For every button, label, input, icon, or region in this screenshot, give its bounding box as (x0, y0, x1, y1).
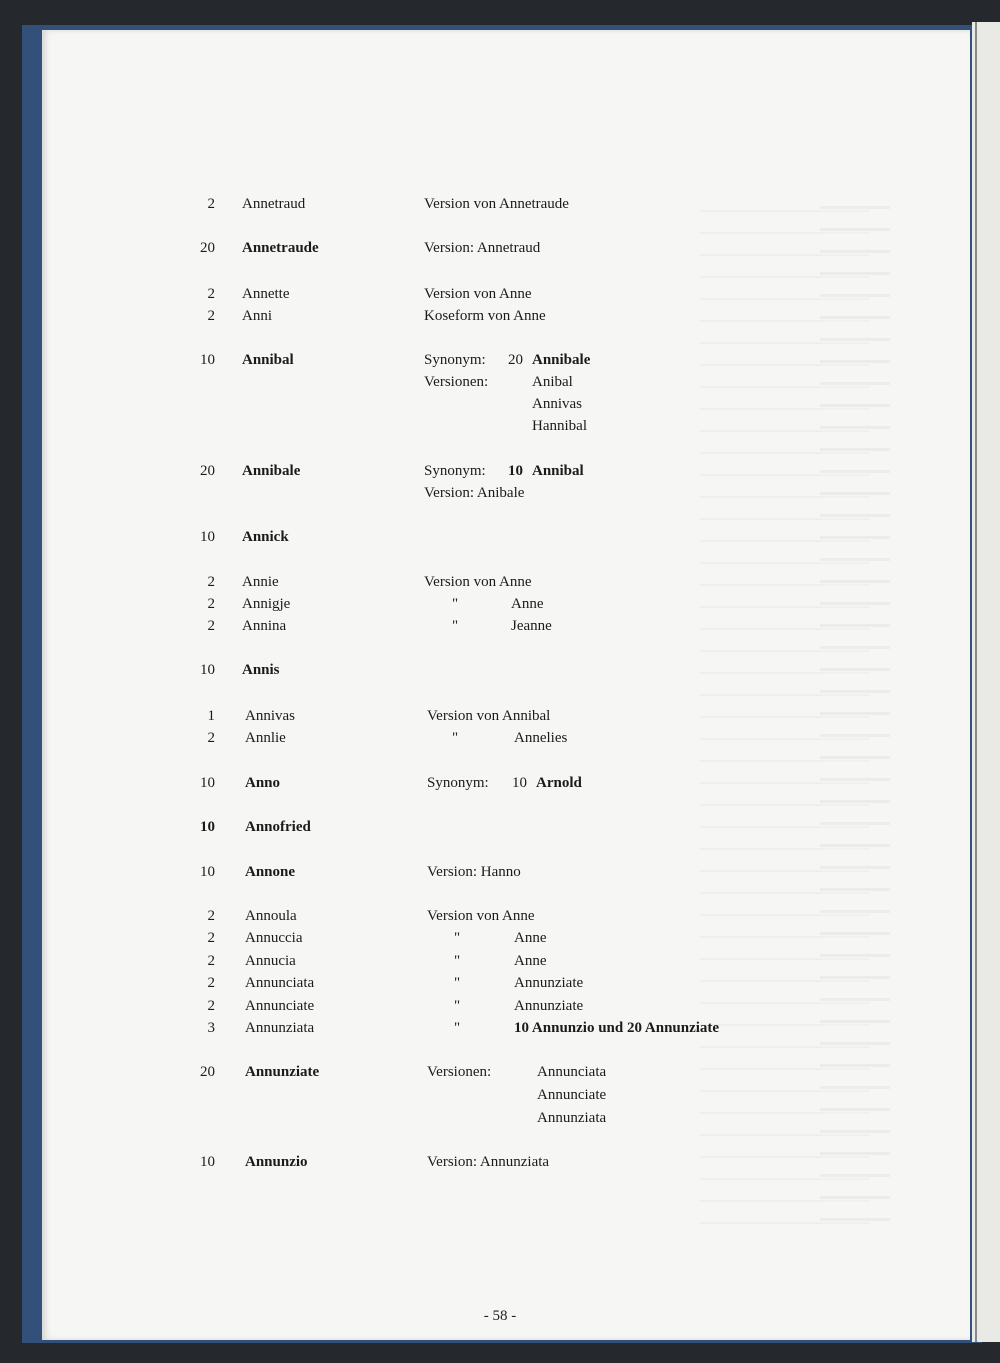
entry-row (0, 416, 1000, 438)
entry-note: Hannibal (532, 418, 587, 434)
entry-count: 10 (200, 529, 215, 545)
entry-count: 2 (207, 930, 215, 946)
entry-note: Annivas (532, 396, 582, 412)
entry-row (0, 1062, 1000, 1084)
entry-note: " (454, 998, 461, 1014)
entry-name: Annucia (245, 953, 296, 969)
entry-name: Annina (242, 618, 287, 634)
entry-count: 2 (207, 196, 215, 212)
entry-name: Annibal (242, 352, 294, 368)
entry-row (0, 594, 1000, 616)
entry-note: Version von Anne (424, 286, 532, 302)
entry-note: " (452, 730, 459, 746)
entry-row (0, 194, 1000, 216)
entry-row (0, 1152, 1000, 1174)
entry-row (0, 928, 1000, 950)
entry-count: 2 (207, 953, 215, 969)
entry-note: " (454, 975, 461, 991)
entry-count: 2 (207, 286, 215, 302)
entry-row (0, 1108, 1000, 1130)
entry-note: Annunciata (537, 1064, 607, 1080)
entry-row (0, 483, 1000, 505)
entry-note: Version: Hanno (427, 864, 521, 880)
entry-row (0, 1085, 1000, 1107)
entry-note: Annunciate (537, 1087, 607, 1103)
entry-name: Annunciata (245, 975, 315, 991)
entry-note: Jeanne (511, 618, 552, 634)
entry-name: Annigje (242, 596, 291, 612)
entry-name: Anno (245, 775, 281, 791)
entry-row (0, 616, 1000, 638)
entry-note: Anne (514, 953, 547, 969)
entry-count: 1 (207, 708, 215, 724)
entry-note: Version: Annunziata (427, 1154, 550, 1170)
entry-count: 10 (200, 1154, 215, 1170)
entry-note: Version von Anne (427, 908, 535, 924)
entry-note: Koseform von Anne (424, 308, 546, 324)
entry-count: 2 (207, 998, 215, 1014)
entry-name: Anni (242, 308, 272, 324)
entry-name: Annetraud (242, 196, 306, 212)
entry-row (0, 728, 1000, 750)
entry-name: Annunciate (245, 998, 315, 1014)
entry-count: 20 (200, 463, 215, 479)
entry-note: Annunziate (514, 975, 584, 991)
entry-row (0, 306, 1000, 328)
entry-count: 2 (207, 908, 215, 924)
entry-row (0, 284, 1000, 306)
entry-note: 20 (508, 352, 523, 368)
entry-row (0, 350, 1000, 372)
entry-name: Annetraude (242, 240, 319, 256)
entry-row (0, 973, 1000, 995)
entry-note: Annibale (532, 352, 591, 368)
entry-note: " (454, 1020, 461, 1036)
entry-count: 2 (207, 975, 215, 991)
entry-count: 20 (200, 240, 215, 256)
entry-count: 3 (207, 1020, 215, 1036)
entry-name: Annofried (245, 819, 311, 835)
entry-name: Annlie (245, 730, 286, 746)
entry-row (0, 527, 1000, 549)
entry-count: 10 (200, 864, 215, 880)
binding-line (975, 22, 977, 1342)
entry-note: 10 Annunzio und 20 Annunziate (514, 1020, 720, 1036)
entry-name: Annuccia (245, 930, 303, 946)
entry-row (0, 660, 1000, 682)
entry-name: Annick (242, 529, 289, 545)
entry-row (0, 461, 1000, 483)
entry-row (0, 1018, 1000, 1040)
entry-note: " (454, 930, 461, 946)
entry-name: Annivas (245, 708, 295, 724)
entry-row (0, 996, 1000, 1018)
entry-row (0, 572, 1000, 594)
entry-name: Annunziata (245, 1020, 315, 1036)
entry-row (0, 862, 1000, 884)
entry-count: 20 (200, 1064, 215, 1080)
entry-note: Annunziate (514, 998, 584, 1014)
entry-note: Synonym: (427, 775, 489, 791)
entry-note: Anne (511, 596, 544, 612)
entry-name: Annunzio (245, 1154, 308, 1170)
entry-row (0, 394, 1000, 416)
entry-note: " (454, 953, 461, 969)
entry-count: 10 (200, 775, 215, 791)
entry-note: Annibal (532, 463, 584, 479)
entry-note: " (452, 596, 459, 612)
entry-row (0, 817, 1000, 839)
entry-note: Anne (514, 930, 547, 946)
entry-name: Annibale (242, 463, 301, 479)
entry-note: Version: Annetraud (424, 240, 541, 256)
entry-note: Version von Annibal (427, 708, 551, 724)
entry-count: 10 (200, 819, 215, 835)
entry-count: 2 (207, 730, 215, 746)
entry-note: Versionen: (424, 374, 489, 390)
entry-count: 2 (207, 618, 215, 634)
entry-name: Annone (245, 864, 296, 880)
entry-note: Version von Anne (424, 574, 532, 590)
entry-note: Versionen: (427, 1064, 492, 1080)
entry-name: Annunziate (245, 1064, 320, 1080)
entry-note: Annelies (514, 730, 568, 746)
page-number: - 58 - (483, 1308, 517, 1324)
entry-row (0, 238, 1000, 260)
entry-count: 10 (200, 352, 215, 368)
entry-name: Annette (242, 286, 290, 302)
entry-note: Version von Annetraude (424, 196, 569, 212)
entry-name: Annis (242, 662, 280, 678)
entry-name: Annie (242, 574, 279, 590)
entry-note: Synonym: (424, 352, 486, 368)
entry-note: 10 (508, 463, 523, 479)
entry-row (0, 706, 1000, 728)
entry-count: 2 (207, 596, 215, 612)
entry-row (0, 951, 1000, 973)
entry-name: Annoula (245, 908, 297, 924)
entry-note: Annunziata (537, 1110, 607, 1126)
entry-note: 10 (512, 775, 527, 791)
entry-note: " (452, 618, 459, 634)
entry-row (0, 773, 1000, 795)
entry-note: Synonym: (424, 463, 486, 479)
entry-note: Anibal (532, 374, 573, 390)
entry-row (0, 372, 1000, 394)
entry-note: Arnold (536, 775, 582, 791)
entry-count: 10 (200, 662, 215, 678)
entry-note: Version: Anibale (424, 485, 525, 501)
entry-count: 2 (207, 308, 215, 324)
entry-count: 2 (207, 574, 215, 590)
entry-row (0, 906, 1000, 928)
